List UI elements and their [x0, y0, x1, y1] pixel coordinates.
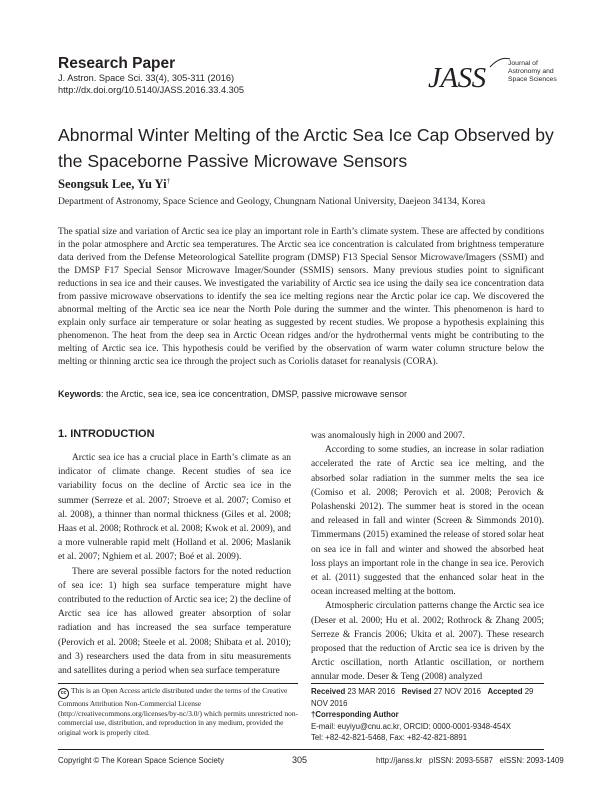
logo-subtitle: Journal of Astronomy and Space Sciences: [508, 60, 557, 83]
keywords: Keywords: the Arctic, sea ice, sea ice concentration, DMSP, passive microwave sensor: [58, 389, 407, 399]
authors: Seongsuk Lee, Yu Yi†: [58, 177, 171, 192]
paragraph: According to some studies, an increase in solar radiation accelerated the rate of Arctic sea ice melting, and the absorbed solar radiation in the summer melts the sea ice (Comiso et al. 2008; Perovich et al. 2008; Perovich & Polashenski 2012). The summer heat is stored in the ocean and released in fall and winter (Screen & Simmonds 2010). Timmermans (2015) examined the release of stored solar heat on sea ice in fall and winter and showed the absorbed heat loss plays an important role in the change in sea ice. Perovich et al. (2011) suggested that the enhanced solar heat in the ocean increased melting at the bottom.: [311, 445, 544, 598]
license-note: cc This is an Open Access article distributed under the terms of the Creative Commons Attribution Non-Commercial License (http://creativecommons.org/licenses/by-nc/3.0/) which permits unrestricted non-commercial use, distribution, and reproduction in any medium, provided the original work is properly cited.: [58, 683, 298, 737]
corresponding-author: †Corresponding Author: [311, 710, 399, 719]
body-column-left: [58, 451, 291, 678]
paper-type: Research Paper: [58, 55, 176, 72]
logo-wordmark: JASS: [428, 62, 486, 94]
affiliation: Department of Astronomy, Space Science and Geology, Chungnam National University, Daejeon 34134, Korea: [58, 196, 486, 207]
journal-header: [58, 55, 244, 96]
section-heading: 1. INTRODUCTION: [58, 428, 155, 440]
paragraph: Atmospheric circulation patterns change the Arctic sea ice (Deser et al. 2000; Hu et al. 2002; Rothrock & Zhang 2005; Serreze & Francis 2006; Ukita et al. 2007). These research proposed that the reduction of Arctic sea ice is driven by the Arctic oscillation, north Atlantic oscillation, or northern annular mode. Deser & Teng (2008) analyzed: [311, 601, 544, 683]
issn-line: http://janss.kr pISSN: 2093-5587 eISSN: 2093-1409: [376, 756, 564, 765]
copyright: Copyright © The Korean Space Science Society: [58, 756, 224, 765]
doi-link[interactable]: http://dx.doi.org/10.5140/JASS.2016.33.4.305: [58, 84, 244, 95]
dates-line: Received 23 MAR 2016 Revised 27 NOV 2016 Accepted 29 NOV 2016: [311, 687, 534, 708]
citation: J. Astron. Space Sci. 33(4), 305-311 (2016): [58, 73, 235, 83]
creative-commons-icon: cc: [58, 688, 69, 699]
article-history: [311, 683, 544, 744]
footer-divider: [58, 749, 544, 750]
email-line: E-mail: euyiyu@cnu.ac.kr, ORCID: 0000-0001-9348-454X: [311, 721, 511, 731]
abstract: The spatial size and variation of Arctic sea ice play an important role in Earth’s climate system. These are affected by conditions in the polar atmosphere and Arctic sea temperatures. The Arctic sea ice concentration is calculated from brightness temperature data derived from the Defense Meteorological Satellite program (DMSP) F13 Special Sensor Microwave/Imagers (SSMI) and the DMSP F17 Special Sensor Microwave Imager/Sounder (SSMIS) sensors. Many previous studies point to significant reductions in sea ice and their causes. We investigated the variability of Arctic sea ice using the daily sea ice concentration data from passive microwave observations to identify the sea ice melting regions near the Arctic polar ice cap. We discovered the abnormal melting of the Arctic sea ice near the North Pole during the summer and the winter. This phenomenon is hard to explain only surface air temperature or solar heating as suggested by recent studies. We propose a hypothesis explaining this phenomenon. The heat from the deep sea in Arctic Ocean ridges and/or the hydrothermal vents might be contributing to the melting of Arctic sea ice. This hypothesis could be verified by the observation of warm water column structure below the melting or thinning arctic sea ice through the project such as Coriolis dataset for reanalysis (CORA).: [58, 227, 544, 368]
paragraph: was anomalously high in 2000 and 2007.: [311, 431, 465, 441]
tel-line: Tel: +82-42-821-5468, Fax: +82-42-821-8891: [311, 733, 468, 742]
page-number: 305: [292, 755, 308, 765]
body-column-right: [311, 429, 544, 685]
paragraph: Arctic sea ice has a crucial place in Earth’s climate as an indicator of climate change. Recent studies of sea ice variability focus on the decline of Arctic sea ice in the summer (Serreze et al. 2007; Stroeve et al. 2007; Comiso et al. 2008), a thinner than normal thickness (Giles et al. 2008; Haas et al. 2008; Rothrock et al. 2008; Kwok et al. 2009), and a more vulnerable rapid melt (Holland et al. 2006; Maslanik et al. 2007; Nghiem et al. 2007; Boé et al. 2009).: [58, 453, 291, 563]
jass-logo: [428, 56, 557, 100]
paragraph: There are several possible factors for the noted reduction of sea ice: 1) high sea surface temperature might have contributed to the reduction of Arctic sea ice; 2) the decline of Arctic sea ice has allowed greater absorption of solar radiation and has increased the sea surface temperature (Perovich et al. 2008; Steele et al. 2008; Shibata et al. 2010); and 3) researchers used the data from in situ measurements and satellites during a period when sea surface temperature: [58, 566, 291, 677]
article-title: Abnormal Winter Melting of the Arctic Sea Ice Cap Observed by the Spaceborne Passive Microwave Sensors: [58, 125, 554, 171]
